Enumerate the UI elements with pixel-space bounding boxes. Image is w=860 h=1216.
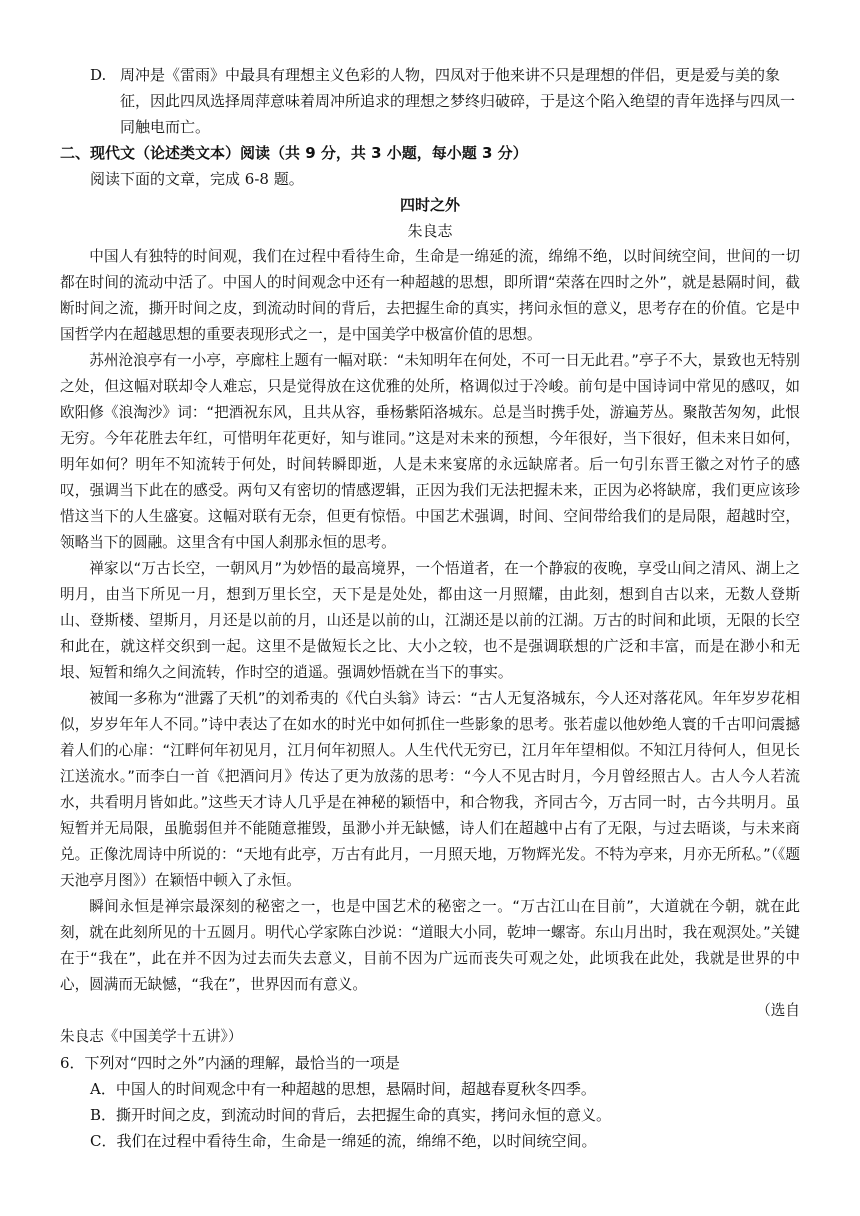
article-paragraph-5: 瞬间永恒是禅宗最深刻的秘密之一，也是中国艺术的秘密之一。“万古江山在目前”，大道就在今朝，就在此刻，就在此刻所见的十五圆月。明代心学家陈白沙说：“道眼大小同，乾坤一螺寄。东山月出时，我在观溟处。”关键在于“我在”，此在并不因为过去而失去意义，目前不因为广远而丧失可观之处，此顷我在此处，我就是世界的中心，圆满而无缺憾，“我在”，世界因而有意义。 <box>60 898 800 993</box>
question6-option-b: B．撕开时间之皮，到流动时间的背后，去把握生命的真实，拷问永恒的意义。 <box>90 1106 612 1124</box>
question6-option-c: C．我们在过程中看待生命，生命是一绵延的流，绵绵不绝，以时间统空间。 <box>90 1132 597 1150</box>
article-paragraph-3: 禅家以“万古长空，一朝风月”为妙悟的最高境界，一个悟道者，在一个静寂的夜晚，享受山间之清风、湖上之明月，由当下所见一月，想到万里长空，天下是是处处，都由这一月照耀，由此刻，想到自古以来，无数人登斯山、登斯楼、望斯月，月还是以前的月，山还是以前的山，江湖还是以前的江湖。万古的时间和此顷，无限的长空和此在，就这样交织到一起。这里不是做短长之比、大小之较，也不是强调联想的广泛和丰富，而是在渺小和无垠、短暂和绵久之间流转，作时空的逍遥。强调妙悟就在当下的事实。 <box>60 560 800 681</box>
article-author: 朱良志 <box>407 222 453 240</box>
article-source-open: （选自 <box>756 1002 800 1019</box>
section-instruction: 阅读下面的文章，完成 6-8 题。 <box>90 170 304 188</box>
article-paragraph-1: 中国人有独特的时间观，我们在过程中看待生命，生命是一绵延的流，绵绵不绝，以时间统空间，世间的一切都在时间的流动中活了。中国人的时间观念中还有一种超越的思想，即所谓“荣落在四时之外”，就是悬隔时间，截断时间之流，撕开时间之皮，到流动时间的背后，去把握生命的真实，拷问永恒的意义，思考存在的价值。它是中国哲学内在超越思想的重要表现形式之一，是中国美学中极富价值的思想。 <box>60 248 800 343</box>
article-paragraph-4: 被闻一多称为“泄露了天机”的刘希夷的《代白头翁》诗云：“古人无复洛城东，今人还对落花风。年年岁岁花相似，岁岁年年人不同。”诗中表达了在如水的时光中如何抓住一些影象的思考。张若虚以他妙绝人寰的千古叩问震撼着人们的心扉：“江畔何年初见月，江月何年初照人。人生代代无穷已，江月年年望相似。不知江月待何人，但见长江送流水。”而李白一首《把酒问月》传达了更为放荡的思考：“今人不见古时月，今月曾经照古人。古人今人若流水，共看明月皆如此。”这些天才诗人几乎是在神秘的颖悟中，和合物我，齐同古今，万古同一时，古今共明月。虽短暂并无局限，虽脆弱但并不能随意摧毁，虽渺小并无缺憾，诗人们在超越中占有了无限，与过去晤谈，与未来商兑。正像沈周诗中所说的：“天地有此亭，万古有此月，一月照天地，万物辉光发。不特为亭来，月亦无所私。”（《题天池亭月图》）在颖悟中顿入了永恒。 <box>60 690 800 889</box>
option-label: D. <box>90 66 107 84</box>
option-text: 周冲是《雷雨》中最具有理想主义色彩的人物，四凤对于他来讲不只是理想的伴侣，更是爱与美的象征，因此四凤选择周萍意味着周冲所追求的理想之梦终归破碎，于是这个陷入绝望的青年选择与四凤一同触电而亡。 <box>120 66 796 136</box>
article-source: 朱良志《中国美学十五讲》） <box>60 1028 243 1045</box>
question5-option-d <box>60 62 800 140</box>
section-heading: 二、现代文（论述类文本）阅读（共 9 分，共 3 小题，每小题 3 分） <box>60 144 528 162</box>
question6-stem: 6．下列对“四时之外”内涵的理解，最恰当的一项是 <box>60 1054 400 1072</box>
article-paragraph-2: 苏州沧浪亭有一小亭，亭廊柱上题有一幅对联：“未知明年在何处，不可一日无此君。”亭子不大，景致也无特别之处，但这幅对联却令人难忘，只是觉得放在这优雅的处所，格调似过于冷峻。前句是中国诗词中常见的感叹，如欧阳修《浪淘沙》词：“把酒祝东风，且共从容，垂杨紫陌洛城东。总是当时携手处，游遍芳丛。聚散苦匆匆，此恨无穷。今年花胜去年红，可惜明年花更好，知与谁同。”这是对未来的预想，今年很好，当下很好，但未来日如何，明年如何？明年不知流转于何处，时间转瞬即逝，人是未来宴席的永远缺席者。后一句引东晋王徽之对竹子的感叹，强调当下此在的感受。两句又有密切的情感逻辑，正因为我们无法把握未来，正因为必将缺席，我们更应该珍惜这当下的人生盛宴。这幅对联有无奈，但更有惊悟。中国艺术强调，时间、空间带给我们的是局限，超越时空，领略当下的圆融。这里含有中国人刹那永恒的思考。 <box>60 352 800 551</box>
question6-option-a: A．中国人的时间观念中有一种超越的思想，悬隔时间，超越春夏秋冬四季。 <box>90 1080 596 1098</box>
article-title: 四时之外 <box>399 196 460 214</box>
